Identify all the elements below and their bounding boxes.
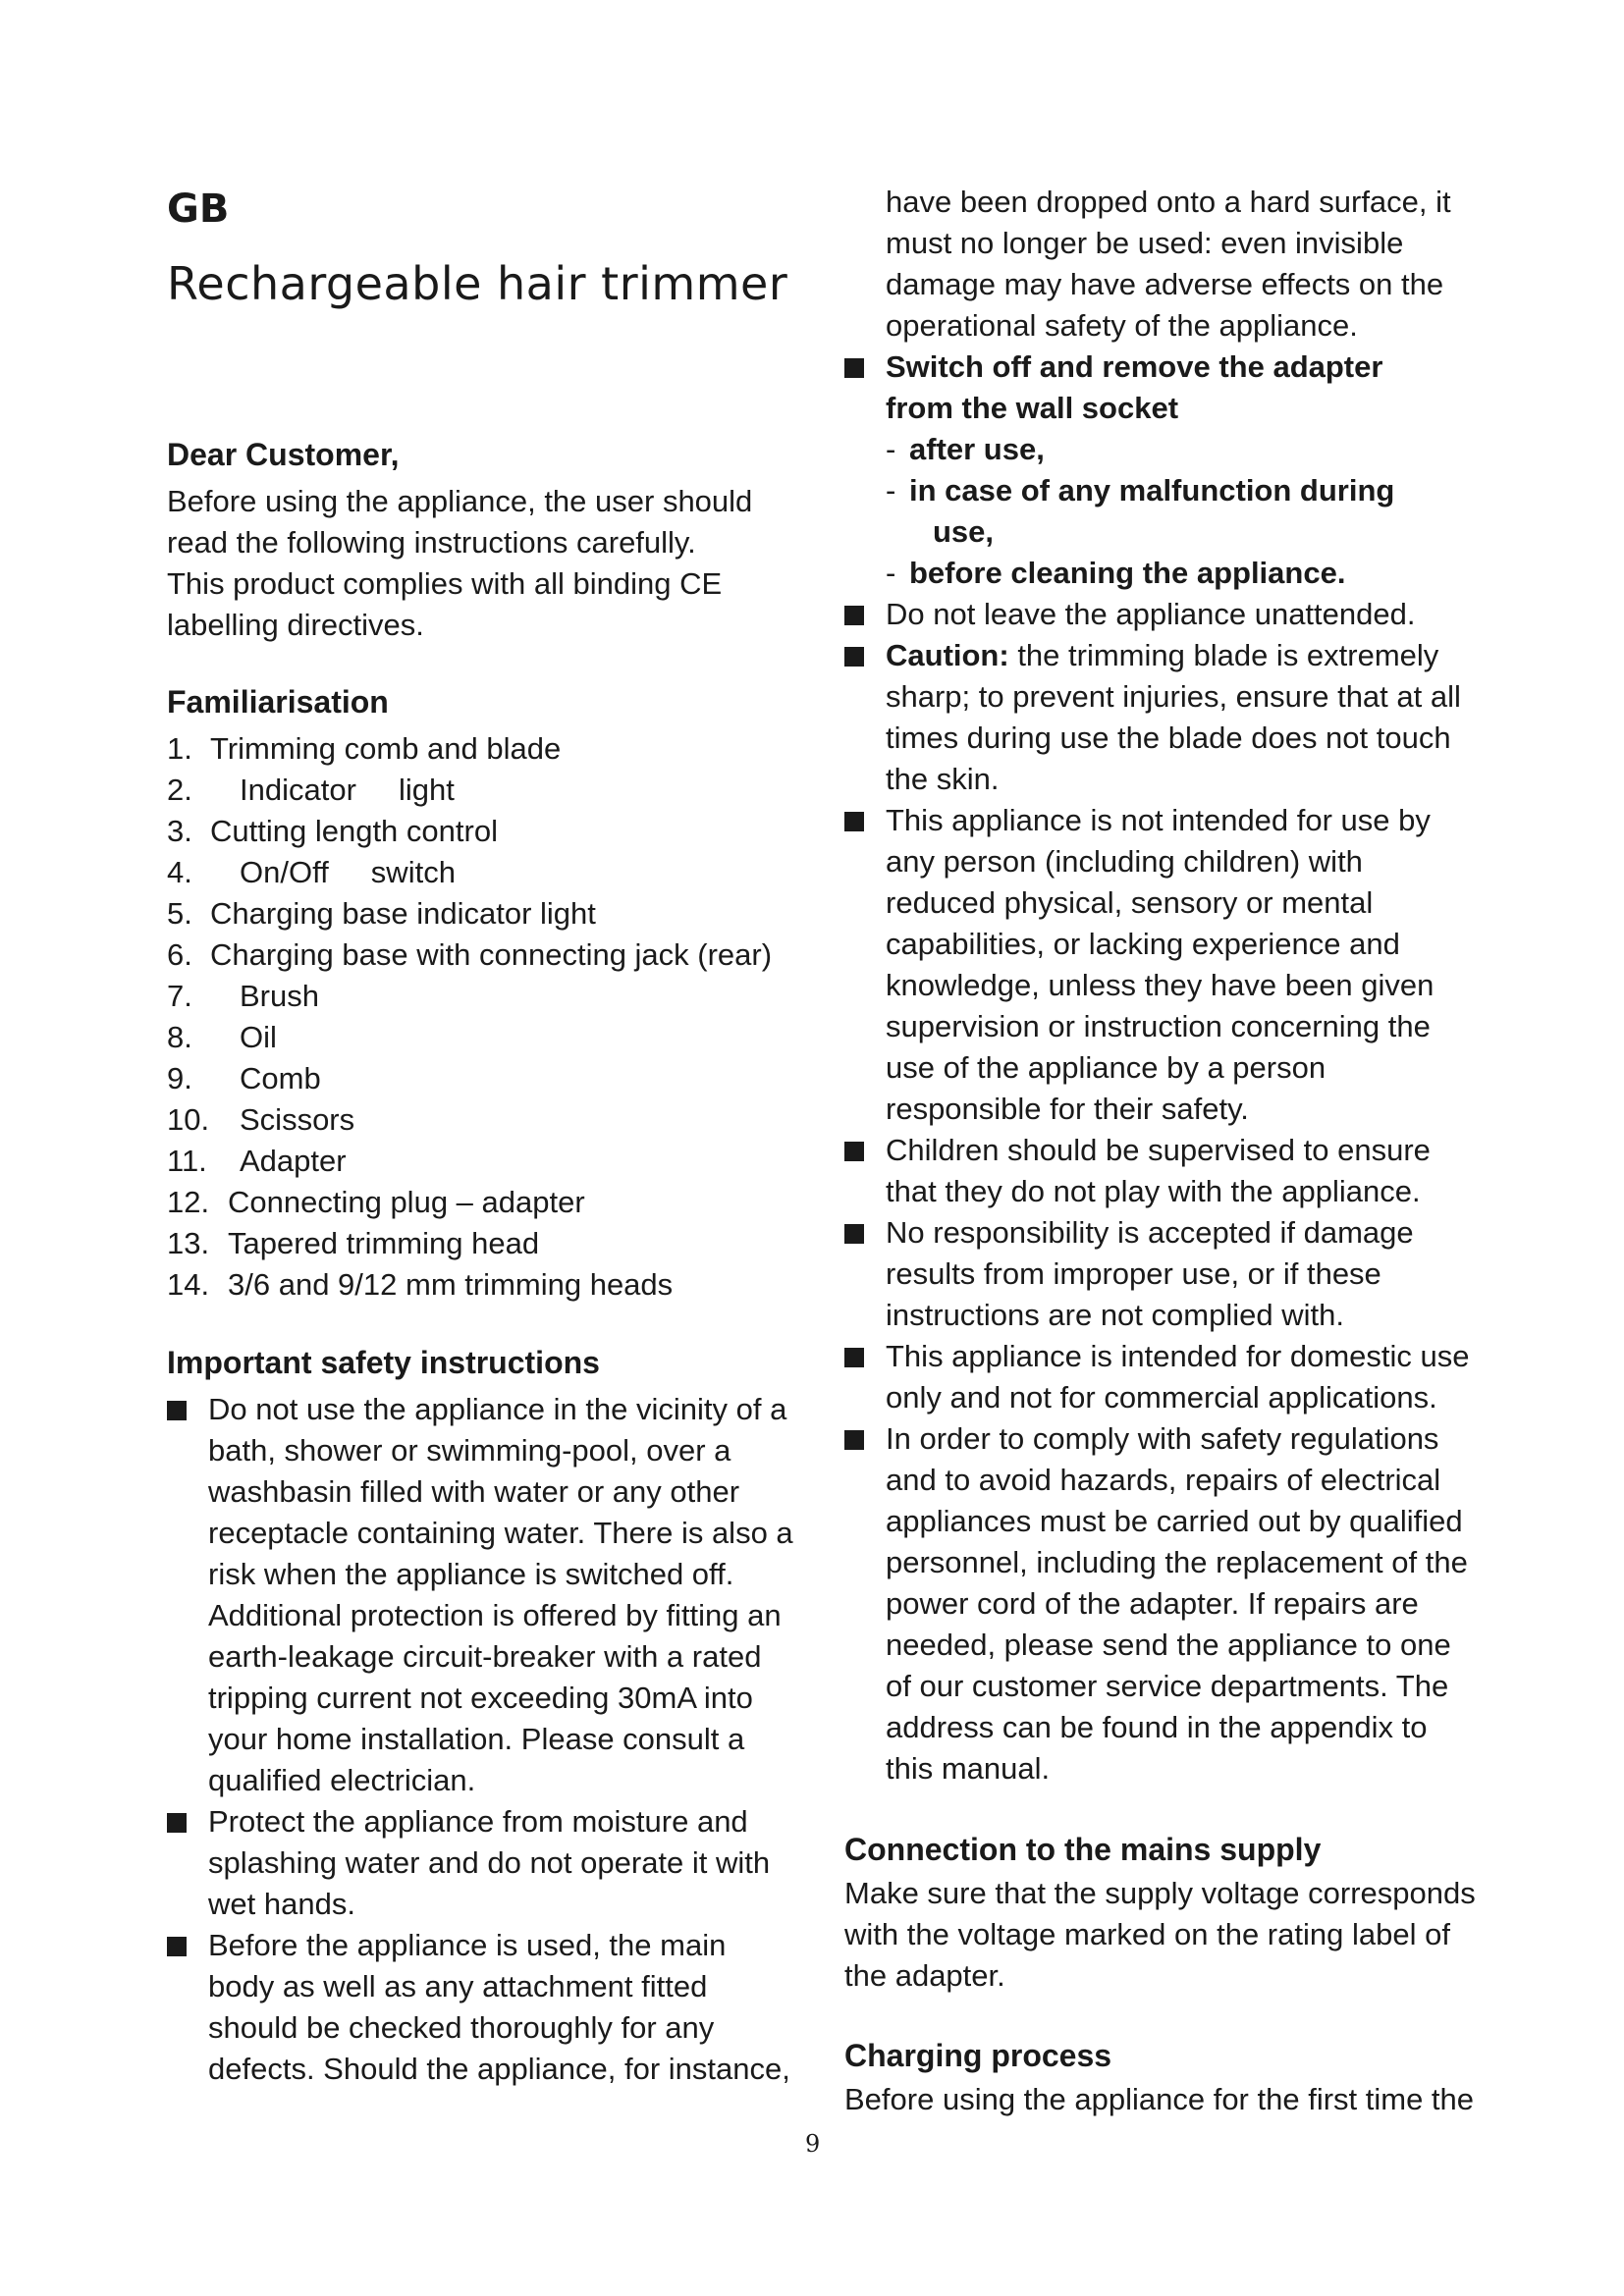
charging-heading: Charging process	[844, 2038, 1112, 2073]
intro-line: This product complies with all binding CE	[167, 566, 723, 601]
bullet-square-icon	[844, 358, 864, 378]
list-item: 4. On/Off switch	[167, 855, 456, 889]
page-title: Rechargeable hair trimmer	[167, 257, 788, 310]
list-item: No responsibility is accepted if damage results from improper use, or if these instructions are not complied with.	[844, 1212, 1492, 1336]
intro-line: read the following instructions carefully.	[167, 525, 696, 560]
parts-list	[167, 728, 795, 1306]
list-item: This appliance is not intended for use by any person (including children) with reduced physical, sensory or mental capabilities, or lacking experience and knowledge, unless they have been given supervision or instruction concerning the use of the appliance by a person responsible for their safety.	[844, 800, 1492, 1130]
continued-text: have been dropped onto a hard surface, it must no longer be used: even invisible damage may have adverse effects on the operational safety of the appliance.	[886, 185, 1451, 343]
bullet-square-icon	[167, 1937, 187, 1956]
familiarisation-heading: Familiarisation	[167, 684, 389, 720]
charging-text: Before using the appliance for the first time the	[844, 2082, 1475, 2116]
list-item: 8. Oil	[167, 1020, 277, 1054]
bullet-square-icon	[167, 1813, 187, 1833]
list-item: 5. Charging base indicator light	[167, 896, 596, 931]
list-item: 9. Comb	[167, 1061, 321, 1095]
list-item: 2. Indicator light	[167, 773, 455, 807]
safety-list-left	[167, 1389, 795, 2090]
intro-heading: Dear Customer,	[167, 437, 400, 472]
bullet-square-icon	[167, 1401, 187, 1420]
list-item: 10. Scissors	[167, 1102, 355, 1137]
bullet-square-icon	[844, 1348, 864, 1367]
list-item: 14. 3/6 and 9/12 mm trimming heads	[167, 1267, 674, 1302]
language-code: GB	[167, 187, 230, 232]
list-item: Children should be supervised to ensure that they do not play with the appliance.	[844, 1130, 1492, 1212]
list-item: 11. Adapter	[167, 1144, 347, 1178]
list-item: 1. Trimming comb and blade	[167, 731, 562, 766]
list-item: 13. Tapered trimming head	[167, 1226, 540, 1260]
bullet-square-icon	[844, 1430, 864, 1450]
list-item: Caution: the trimming blade is extremely sharp; to prevent injuries, ensure that at all times during use the blade does not touch the skin.	[844, 635, 1492, 800]
safety-list-right	[844, 182, 1492, 1789]
page-number: 9	[805, 2130, 821, 2158]
list-item: This appliance is intended for domestic use only and not for commercial applications.	[844, 1336, 1492, 1418]
list-item: 12. Connecting plug – adapter	[167, 1185, 585, 1219]
list-item: 7. Brush	[167, 979, 319, 1013]
list-item: Switch off and remove the adapter from the wall socket - after use, - in case of any malfunction during use, - before cleaning the appliance.	[844, 347, 1492, 594]
list-item: 3. Cutting length control	[167, 814, 498, 848]
list-item: Do not use the appliance in the vicinity of a bath, shower or swimming-pool, over a washbasin filled with water or any other receptacle containing water. There is also a risk when the appliance is switched off. Additional protection is offered by fitting an earth-leakage circuit-breaker with a rated tripping current not exceeding 30mA into your home installation. Please consult a qualified electrician.	[167, 1389, 795, 1801]
list-item: Before the appliance is used, the main body as well as any attachment fitted should be checked thoroughly for any defects. Should the appliance, for instance,	[167, 1925, 795, 2090]
mains-heading: Connection to the mains supply	[844, 1832, 1322, 1867]
bullet-square-icon	[844, 1224, 864, 1244]
intro-line: labelling directives.	[167, 608, 424, 642]
caution-label: Caution:	[886, 638, 1009, 672]
list-item: In order to comply with safety regulations and to avoid hazards, repairs of electrical appliances must be carried out by qualified personnel, including the replacement of the power cord of the adapter. If repairs are needed, please send the appliance to one of our customer service departments. The address can be found in the appendix to this manual.	[844, 1418, 1492, 1789]
bullet-square-icon	[844, 647, 864, 667]
bullet-square-icon	[844, 1142, 864, 1161]
list-item: Protect the appliance from moisture and splashing water and do not operate it with wet hands.	[167, 1801, 795, 1925]
list-item: Do not leave the appliance unattended.	[844, 594, 1492, 635]
intro-line: Before using the appliance, the user should	[167, 484, 753, 518]
bullet-square-icon	[844, 606, 864, 625]
safety-heading: Important safety instructions	[167, 1345, 600, 1380]
bullet-square-icon	[844, 812, 864, 831]
mains-text: Make sure that the supply voltage corresponds with the voltage marked on the rating label of the adapter.	[844, 1876, 1476, 1993]
list-item: 6. Charging base with connecting jack (rear)	[167, 937, 773, 972]
intro-text	[167, 481, 795, 646]
